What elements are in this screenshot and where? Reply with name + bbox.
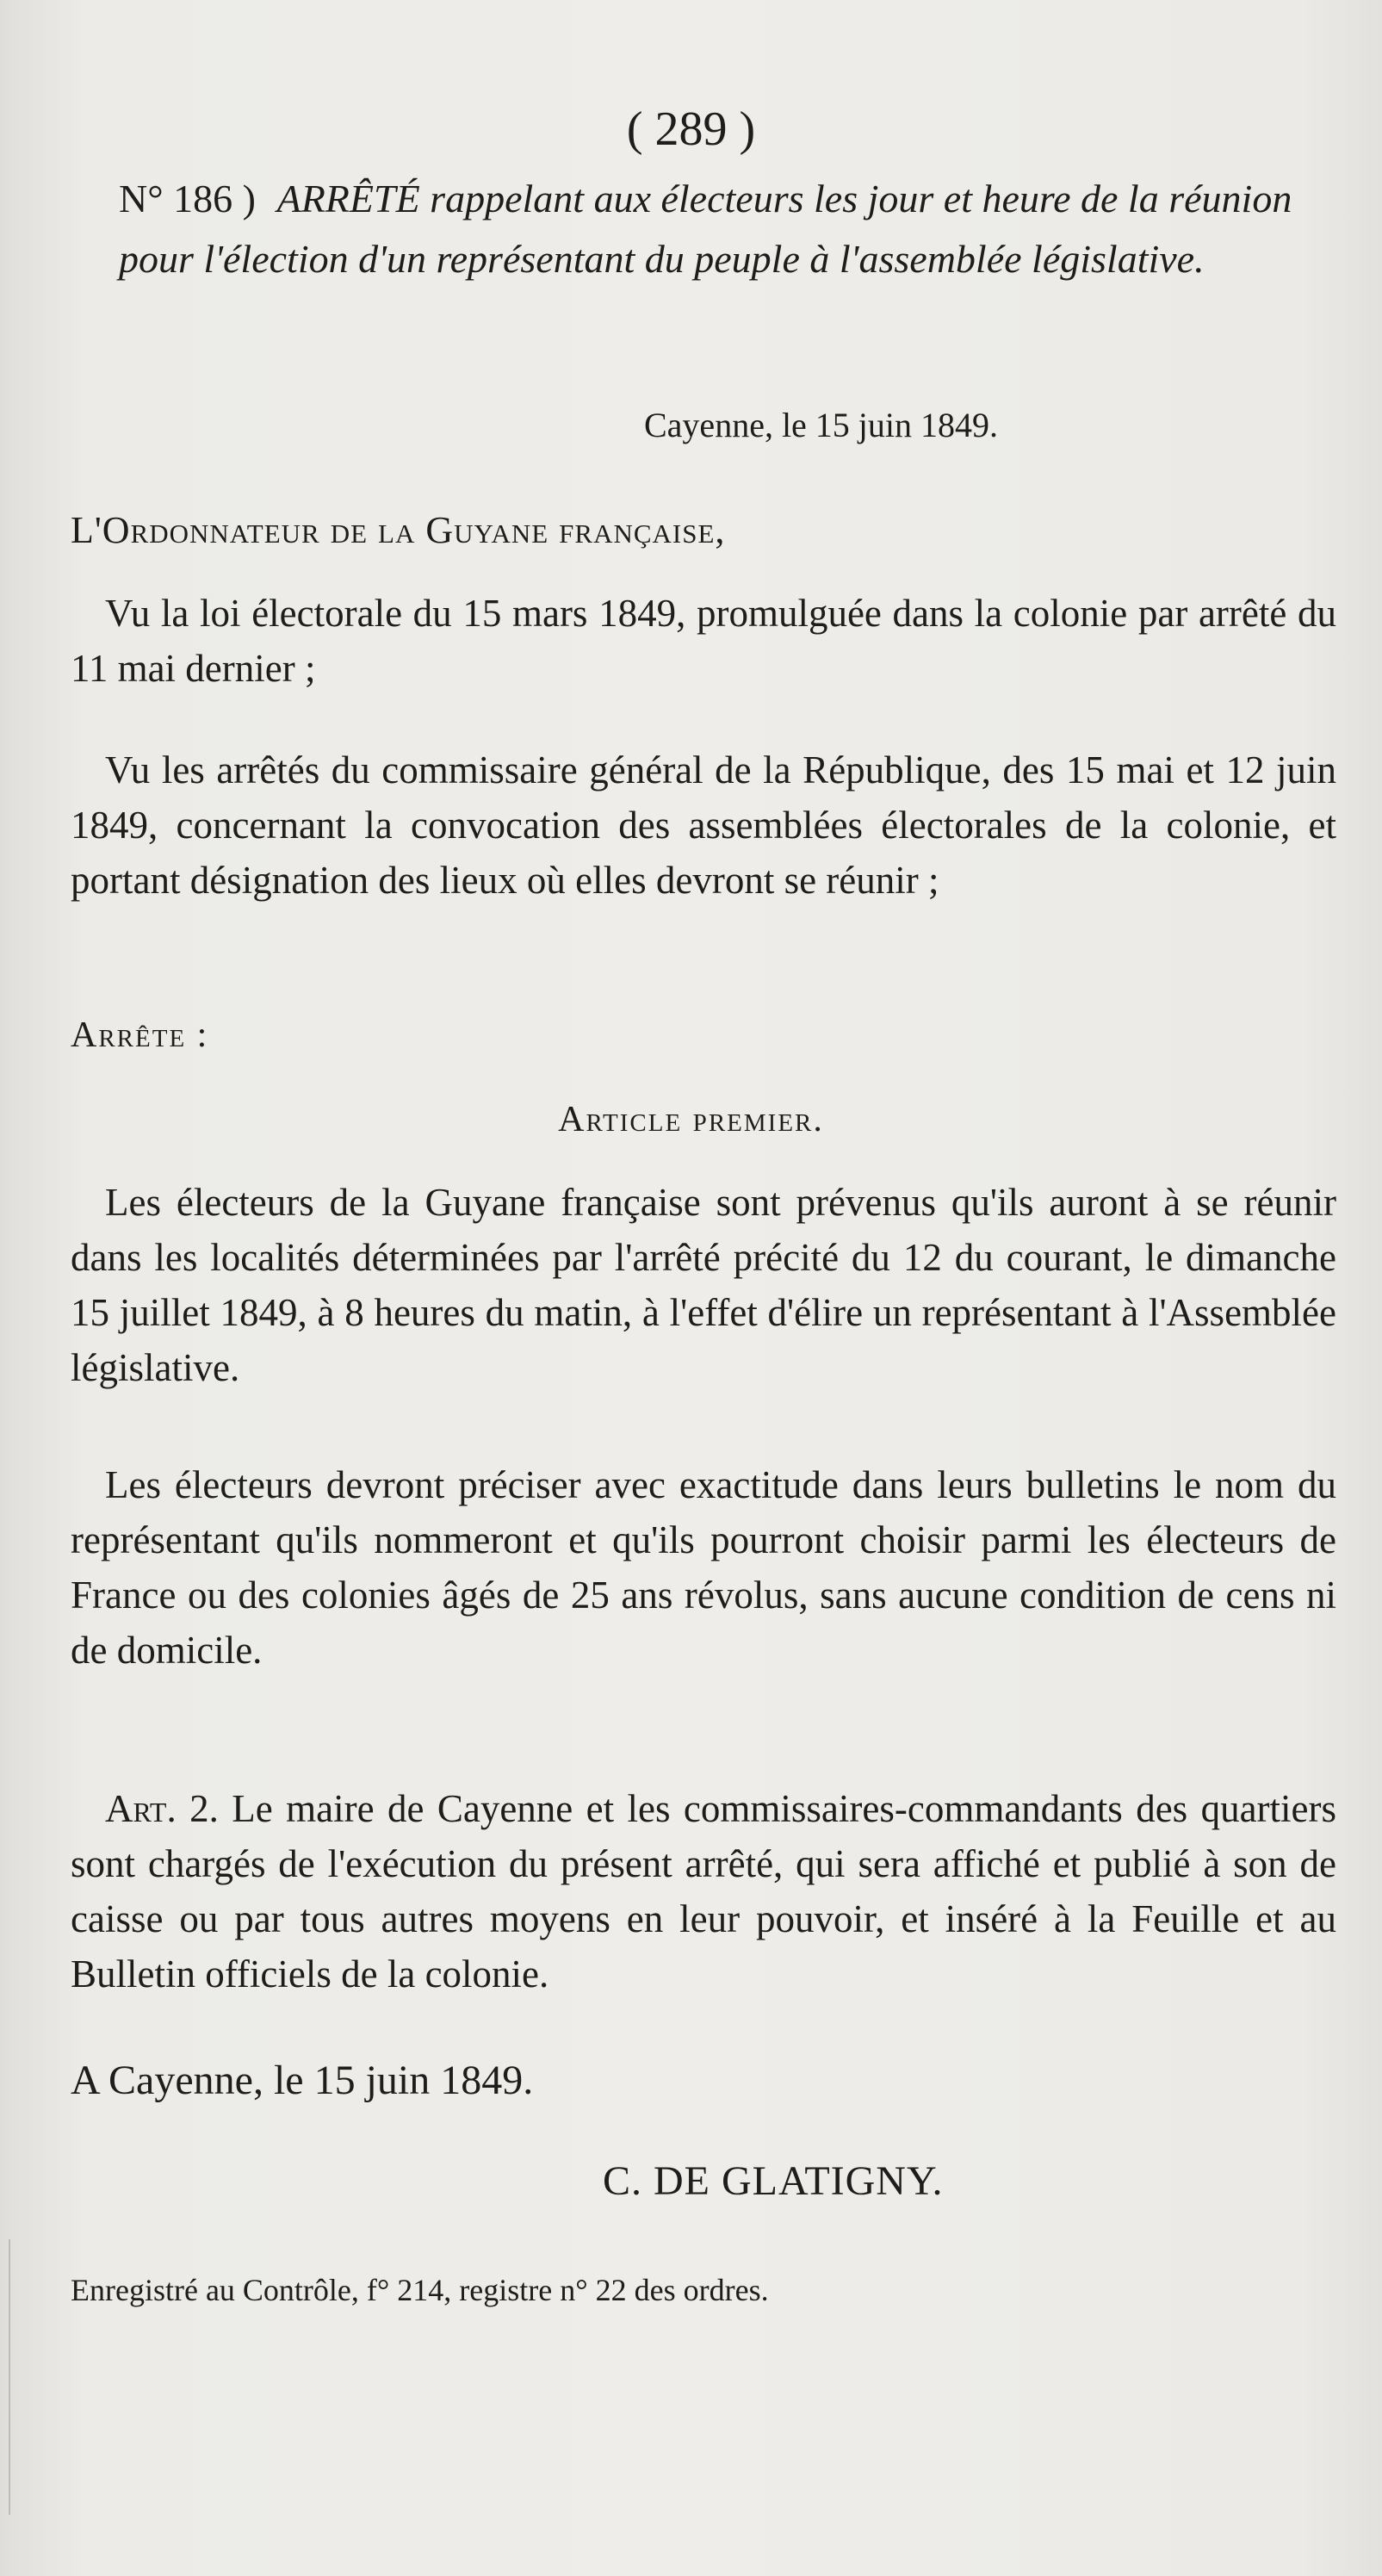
article-premier-heading: Article premier. <box>558 1100 824 1139</box>
page-edge-line <box>9 2239 10 2515</box>
consideration-2 <box>71 742 1336 908</box>
article-2-text: Le maire de Cayenne et les commissaires-commandants des quartiers sont chargés de l'exécution du présent arrêté, qui sera affiché et publié à son de caisse ou par tous autres moyens en leur pouvoir, et inséré à la Feuille et au Bulletin officiels de la colonie. <box>71 1787 1337 1996</box>
article-2-paragraph <box>71 1781 1336 2002</box>
article-1-paragraph-1-text: Les électeurs de la Guyane française sont prévenus qu'ils auront à se réunir dans les localités déterminées par l'arrêté précité du 12 du courant, le dimanche 15 juillet 1849, à 8 heures du matin, à l'effet d'élire un représentant à l'Assemblée législative. <box>71 1181 1336 1389</box>
consideration-1-text: Vu la loi électorale du 15 mars 1849, promulguée dans la colonie par arrêté du 11 mai dernier ; <box>71 592 1336 690</box>
decree-number: N° 186 ) <box>119 177 256 220</box>
decree-title-text: ARRÊTÉ rappelant aux électeurs les jour et heure de la réunion pour l'élection d'un représentant du peuple à l'assemblée législative. <box>119 177 1292 281</box>
article-1-paragraph-2-text: Les électeurs devront préciser avec exactitude dans leurs bulletins le nom du représentant qu'ils nommeront et qu'ils pourront choisir parmi les électeurs de France ou des colonies âgés de 25 ans révolus, sans aucune condition de cens ni de domicile. <box>71 1463 1336 1672</box>
consideration-2-text: Vu les arrêtés du commissaire général de la République, des 15 mai et 12 juin 1849, concernant la convocation des assemblées électorales de la colonie, et portant désignation des lieux où elles devront se réunir ; <box>71 748 1336 902</box>
signature: C. DE GLATIGNY. <box>603 2158 944 2204</box>
article-1-paragraph-1 <box>71 1175 1336 1395</box>
decree-title <box>119 169 1307 289</box>
page-number: ( 289 ) <box>626 102 756 156</box>
dateline: Cayenne, le 15 juin 1849. <box>644 406 999 444</box>
registration-note: Enregistré au Contrôle, f° 214, registre n° 22 des ordres. <box>71 2273 769 2307</box>
consideration-1 <box>71 586 1336 696</box>
article-2-label: Art. 2. <box>105 1787 219 1830</box>
closing-place-date: A Cayenne, le 15 juin 1849. <box>71 2058 534 2103</box>
arrete-heading: Arrête : <box>71 1015 209 1055</box>
issuing-authority: L'Ordonnateur de la Guyane française, <box>71 509 726 551</box>
article-1-paragraph-2 <box>71 1457 1336 1678</box>
